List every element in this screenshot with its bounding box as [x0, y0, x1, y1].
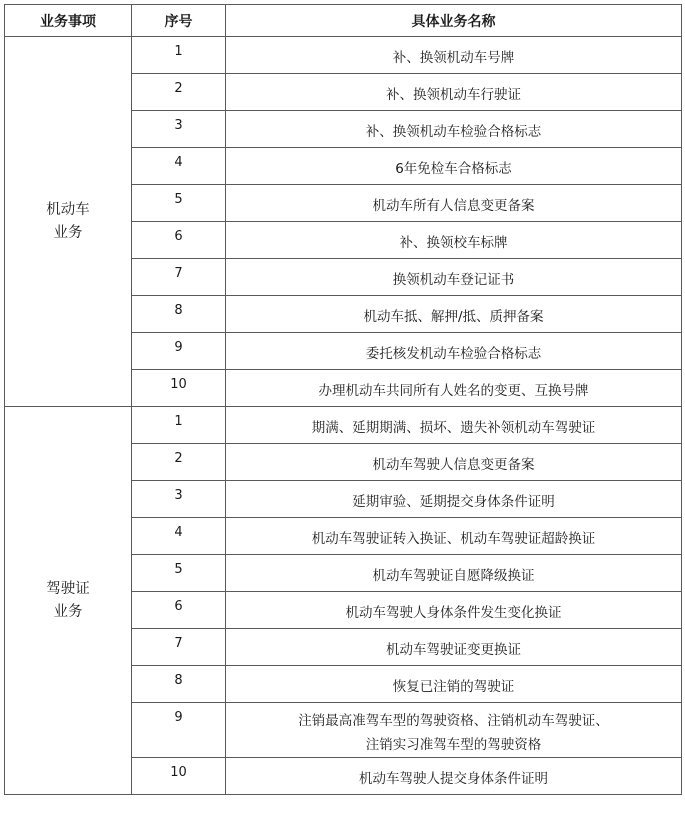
header-seq: 序号 [132, 5, 226, 37]
business-name-cell: 恢复已注销的驾驶证 [226, 666, 682, 703]
business-name-cell: 机动车抵、解押/抵、质押备案 [226, 296, 682, 333]
seq-cell: 3 [132, 481, 226, 518]
seq-cell: 9 [132, 333, 226, 370]
seq-cell: 8 [132, 666, 226, 703]
business-name-cell [226, 703, 682, 758]
business-name-cell: 机动车所有人信息变更备案 [226, 185, 682, 222]
business-name-cell: 补、换领校车标牌 [226, 222, 682, 259]
category-label-line: 机动车 [46, 201, 90, 218]
header-category: 业务事项 [5, 5, 132, 37]
seq-cell: 1 [132, 407, 226, 444]
business-name-cell: 机动车驾驶证转入换证、机动车驾驶证超龄换证 [226, 518, 682, 555]
business-name-cell: 机动车驾驶证变更换证 [226, 629, 682, 666]
seq-cell: 7 [132, 259, 226, 296]
business-name-cell: 延期审验、延期提交身体条件证明 [226, 481, 682, 518]
business-name-cell: 机动车驾驶人身体条件发生变化换证 [226, 592, 682, 629]
seq-cell: 2 [132, 444, 226, 481]
business-name-cell: 补、换领机动车号牌 [226, 37, 682, 74]
seq-cell: 7 [132, 629, 226, 666]
seq-cell: 10 [132, 758, 226, 795]
seq-cell: 9 [132, 703, 226, 758]
business-name-line: 注销最高准驾车型的驾驶资格、注销机动车驾驶证、 [298, 712, 609, 729]
business-name-cell: 机动车驾驶人提交身体条件证明 [226, 758, 682, 795]
business-name-cell: 机动车驾驶证自愿降级换证 [226, 555, 682, 592]
business-name-cell: 换领机动车登记证书 [226, 259, 682, 296]
business-name-line: 注销实习准驾车型的驾驶资格 [365, 736, 542, 753]
seq-cell: 4 [132, 518, 226, 555]
seq-cell: 3 [132, 111, 226, 148]
table-row [5, 407, 682, 444]
category-cell [5, 407, 132, 795]
header-name: 具体业务名称 [226, 5, 682, 37]
seq-cell: 10 [132, 370, 226, 407]
business-name-cell: 补、换领机动车检验合格标志 [226, 111, 682, 148]
seq-cell: 2 [132, 74, 226, 111]
category-label-line: 业务 [53, 603, 83, 620]
category-cell [5, 37, 132, 407]
seq-cell: 6 [132, 592, 226, 629]
seq-cell: 1 [132, 37, 226, 74]
seq-cell: 8 [132, 296, 226, 333]
business-table [4, 4, 682, 795]
business-name-cell: 补、换领机动车行驶证 [226, 74, 682, 111]
business-name-cell: 机动车驾驶人信息变更备案 [226, 444, 682, 481]
business-name-cell: 6年免检车合格标志 [226, 148, 682, 185]
seq-cell: 4 [132, 148, 226, 185]
category-label-line: 业务 [53, 224, 83, 241]
table-row [5, 37, 682, 74]
business-name-cell: 办理机动车共同所有人姓名的变更、互换号牌 [226, 370, 682, 407]
seq-cell: 5 [132, 555, 226, 592]
category-label-line: 驾驶证 [46, 580, 90, 597]
business-name-cell: 期满、延期期满、损坏、遗失补领机动车驾驶证 [226, 407, 682, 444]
business-name-cell: 委托核发机动车检验合格标志 [226, 333, 682, 370]
seq-cell: 6 [132, 222, 226, 259]
seq-cell: 5 [132, 185, 226, 222]
header-row [5, 5, 682, 37]
